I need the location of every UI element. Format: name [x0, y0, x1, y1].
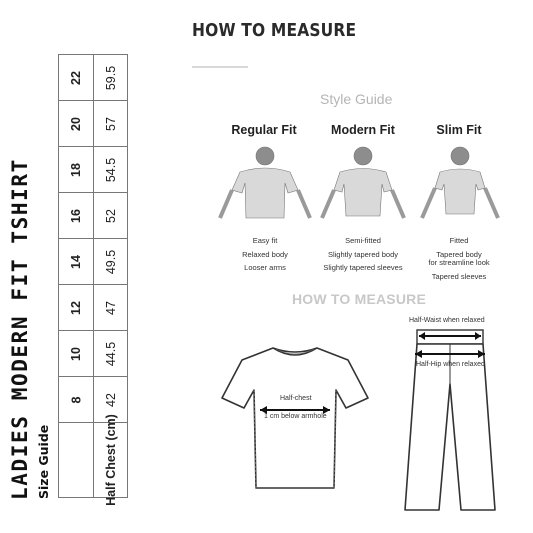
size-cell [59, 193, 93, 238]
desc-line: Tapered sleeves [431, 271, 487, 281]
modern-fit-figure-icon [322, 147, 404, 218]
table-row [59, 239, 127, 285]
title-divider [192, 66, 248, 68]
size-value: 20 [69, 116, 83, 131]
size-cell [59, 55, 93, 100]
desc-line: Fitted [449, 236, 469, 245]
desc-line: Looser arms [244, 263, 286, 273]
half-chest-value: 57 [104, 116, 118, 131]
product-title: LADIES MODERN FIT TSHIRT [8, 158, 32, 500]
desc-line: Semi-fitted [345, 236, 381, 245]
size-cell [59, 147, 93, 192]
size-value: 16 [69, 208, 83, 223]
slim-fit-description [404, 237, 514, 282]
modern-fit-description [308, 237, 418, 273]
half-chest-cell [94, 101, 128, 146]
size-value: 10 [69, 346, 83, 361]
table-row [59, 285, 127, 331]
half-chest-value: 42 [104, 392, 118, 407]
half-chest-value: 59.5 [104, 65, 118, 90]
size-value: 14 [69, 254, 83, 269]
half-chest-label: Half-chest [280, 395, 312, 402]
size-cell [59, 377, 93, 422]
size-cell [59, 331, 93, 376]
table-header-row [59, 414, 127, 506]
how-to-measure-heading: HOW TO MEASURE [292, 291, 426, 307]
desc-line: Relaxed body [242, 249, 288, 259]
size-value: 8 [68, 396, 83, 403]
style-guide-heading: Style Guide [320, 91, 393, 107]
table-row [59, 193, 127, 239]
slim-fit-figure-icon [422, 147, 498, 218]
size-cell [59, 239, 93, 284]
table-row [59, 101, 127, 147]
half-chest-value: 44.5 [104, 341, 118, 366]
half-chest-header-cell [94, 414, 128, 506]
fit-figures-illustration [210, 140, 510, 230]
desc-line: Easy fit [252, 236, 278, 245]
size-cell [59, 285, 93, 330]
half-chest-cell [94, 331, 128, 376]
table-row [59, 55, 127, 101]
table-row [59, 147, 127, 193]
half-chest-value: 47 [104, 300, 118, 315]
size-table [58, 54, 128, 506]
half-waist-label: Half-Waist when relaxed [409, 317, 485, 324]
below-armhole-label: 1 cm below armhole [264, 413, 327, 420]
half-chest-value: 49.5 [104, 249, 118, 274]
size-value: 18 [69, 162, 83, 177]
desc-line: for streamline look [428, 258, 490, 268]
half-chest-cell [94, 193, 128, 238]
half-chest-header: Half Chest (cm) [104, 414, 118, 506]
regular-fit-figure-icon [220, 147, 310, 218]
half-chest-cell [94, 239, 128, 284]
desc-line: Slightly tapered body [327, 249, 399, 259]
fit-title-slim: Slim Fit [436, 123, 482, 137]
size-value: 22 [69, 70, 83, 85]
size-cell [59, 101, 93, 146]
half-chest-cell [94, 147, 128, 192]
regular-fit-description [210, 237, 320, 273]
fit-title-modern: Modern Fit [331, 123, 395, 137]
pants-diagram-icon [395, 322, 505, 517]
desc-line: Tapered body [436, 249, 482, 259]
half-hip-label: Half-Hip when relaxed [416, 361, 485, 368]
half-chest-cell [94, 55, 128, 100]
page-title: HOW TO MEASURE [192, 20, 357, 41]
size-guide-subtitle: Size Guide [36, 424, 51, 499]
table-row [59, 331, 127, 377]
size-value: 12 [69, 300, 83, 315]
half-chest-value: 52 [104, 208, 118, 223]
fit-title-regular: Regular Fit [231, 123, 297, 137]
half-chest-cell [94, 285, 128, 330]
desc-line: Slightly tapered sleeves [323, 263, 403, 273]
half-chest-value: 54.5 [104, 157, 118, 182]
